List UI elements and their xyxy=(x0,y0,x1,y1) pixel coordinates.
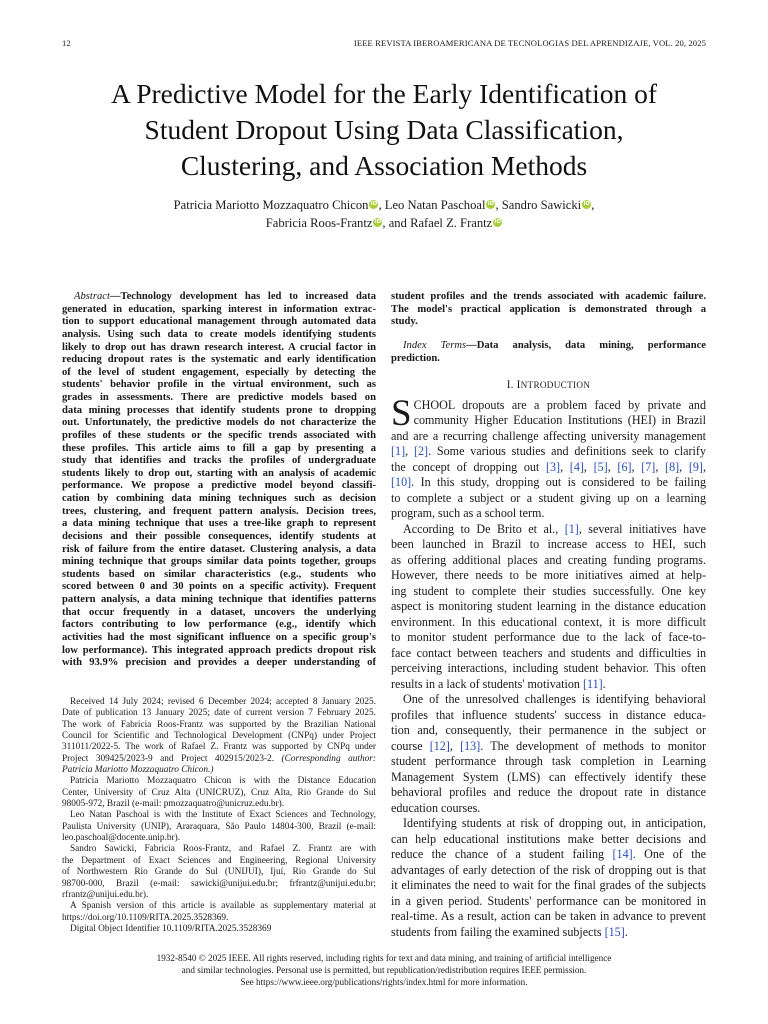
citation-link[interactable]: [12] xyxy=(429,738,450,753)
abstract-text: Technology development has led to increased data xyxy=(120,291,376,302)
received-text: Project 309425/2023-9 and Project 402915/2023-2. xyxy=(62,753,282,764)
text-fragment: the concept of dropping out xyxy=(391,459,546,474)
text-fragment: course xyxy=(391,738,430,753)
text-line xyxy=(391,925,706,941)
abstract-line: likely to drop out has drawn research interest. A crucial factor in xyxy=(62,341,376,353)
abstract-line: trees, clustering, and frequent pattern analysis. Decision trees, xyxy=(62,505,376,517)
abstract-line: pattern analysis, a data mining technique that identifies patterns xyxy=(62,594,376,605)
text-fragment: students from failing the examined subjects xyxy=(391,924,605,939)
text-line xyxy=(391,444,706,460)
citation-separator: , xyxy=(607,459,618,474)
text-line: the Department of Exact Sciences and Engineering, Regional University xyxy=(62,855,376,866)
intro-paragraph-3 xyxy=(391,692,706,816)
abstract-line: students' behavior profile in the virtual environment, such as xyxy=(62,379,376,391)
orcid-icon[interactable]: iD xyxy=(583,201,590,207)
citation-separator: , xyxy=(679,459,689,474)
abstract-tail xyxy=(391,291,706,329)
citation-link[interactable]: [1] xyxy=(391,444,406,459)
abstract-line: cation by combining data mining techniques such as decision xyxy=(62,493,376,504)
abstract-line: out. Unfortunately, the predictive models do not characterize the xyxy=(62,417,376,429)
index-terms-line xyxy=(391,340,706,353)
citation-group xyxy=(546,460,706,474)
text-line: of Northwestern Rio Grande do Sul (UNIJUÍ), Ijuí, Rio Grande do Sul xyxy=(62,867,376,878)
citation-separator: , xyxy=(702,459,706,474)
text-fragment: . The development of methods to monitor xyxy=(480,738,706,753)
text-line: Center, University of Cruz Alta (UNICRUZ), Cruz Alta, Rio Grande do Sul xyxy=(62,787,376,798)
abstract-line: factors contributing to low performance (e.g., identify which xyxy=(62,619,376,631)
paragraph-lines xyxy=(391,863,706,925)
citation-link[interactable]: [4] xyxy=(569,459,584,474)
abstract-body xyxy=(62,304,376,670)
abstract-line: profiles of these students or the specific trends associated with xyxy=(62,429,376,441)
text-line: Leo Natan Paschoal is with the Institute of Exact Sciences and Technology, xyxy=(70,810,376,821)
text-line xyxy=(391,475,706,491)
author-name: Fabricia Roos-Frantz xyxy=(265,216,373,230)
author-separator: , and xyxy=(382,216,411,230)
citation-link[interactable]: [7] xyxy=(641,459,656,474)
text-line: tion and, consequently, their permanence in the subject or xyxy=(391,723,706,738)
dropcap: S xyxy=(391,392,412,434)
text-fragment: , xyxy=(449,738,461,753)
text-fragment: . xyxy=(624,924,628,939)
text-line: CHOOL dropouts are a problem faced by private and xyxy=(413,397,706,412)
text-line: as offering additional places and creating funding programs. xyxy=(391,552,706,567)
index-terms xyxy=(391,340,706,365)
abstract-line: The model's practical application is demonstrated through a xyxy=(391,303,706,315)
abstract-line: grades in assessments. There are predictive models based on xyxy=(62,392,376,403)
orcid-icon[interactable]: iD xyxy=(374,219,382,225)
copyright-line: 1932-8540 © 2025 IEEE. All rights reserved, including rights for text and data mining, and training of artificial intelligence xyxy=(156,953,612,963)
abstract-line xyxy=(62,291,376,304)
citation-link[interactable]: [9] xyxy=(688,459,703,474)
citation-link[interactable]: [8] xyxy=(665,459,680,474)
citation-link[interactable]: [15] xyxy=(604,924,625,939)
text-line: advantages of early detection of the risk of dropping out is that xyxy=(391,862,706,877)
text-line xyxy=(391,677,706,693)
text-line: been launched in Brazil to increase access to HEI, such xyxy=(391,537,706,552)
index-terms-line: prediction. xyxy=(391,352,440,364)
copyright-line: and similar technologies. Personal use is permitted, but republication/redistribution requires IEEE permission. xyxy=(181,965,587,975)
citation-link[interactable]: [6] xyxy=(617,459,632,474)
citation-link[interactable]: [14] xyxy=(612,847,633,862)
abstract-line: student profiles and the trends associated with academic failure. xyxy=(391,291,706,302)
orcid-icon[interactable]: iD xyxy=(494,219,501,225)
abstract xyxy=(62,291,376,670)
abstract-line: data mining processes that identify students prone to dropping xyxy=(62,404,376,416)
abstract-line: with 93.9% precision and provides a deeper understanding of xyxy=(62,657,376,669)
text-line: real-time. As a result, action can be taken in advance to prevent xyxy=(391,909,706,924)
section-title: NTRODUCTION xyxy=(520,380,591,391)
text-fragment: According to De Brito et al., xyxy=(403,521,565,536)
text-line xyxy=(391,739,706,755)
orcid-icon[interactable]: iD xyxy=(370,201,378,207)
text-line xyxy=(391,847,706,863)
text-line: to monitor student performance due to the lack of face-to- xyxy=(391,630,706,645)
citation-link[interactable]: [13] xyxy=(460,738,481,753)
text-fragment: results in a lack of students' motivation xyxy=(391,676,583,691)
abstract-line: generated in education, sparking interest in information extrac- xyxy=(62,303,376,315)
index-terms-label: Index Terms xyxy=(403,339,467,351)
abstract-line: low performance). This integrated approach predicts dropout risk xyxy=(62,644,376,656)
abstract-label: Abstract xyxy=(74,291,110,302)
text-line: 98005-972, Brazil (e-mail: pmozzaquatro@unicruz.edu.br). xyxy=(62,799,285,810)
text-line: https://doi.org/10.1109/RITA.2025.3528369. xyxy=(62,912,229,923)
citation-link[interactable]: [5] xyxy=(593,459,608,474)
text-line xyxy=(391,522,706,538)
abstract-line: performance. We propose a predictive model beyond classifi- xyxy=(62,480,376,492)
citation-separator: , xyxy=(560,459,570,474)
text-line: Management System (LMS) can effectively identify these xyxy=(391,769,706,784)
text-line: to complete a subject or a student giving up on a learning xyxy=(391,490,706,505)
author-line xyxy=(60,196,708,214)
author-separator: , xyxy=(495,198,502,212)
author-list xyxy=(60,196,708,232)
citation-link[interactable]: [10] xyxy=(391,475,412,490)
received-line xyxy=(62,754,376,765)
index-terms-text: Data analysis, data mining, performance xyxy=(476,339,706,351)
abstract-line: decisions and their possible consequences, identify students at xyxy=(62,530,376,542)
abstract-line: tion to support educational management through automated data xyxy=(62,316,376,328)
intro-paragraph-2 xyxy=(391,522,706,693)
text-line: 311011/2022-5. The work of Rafael Z. Frantz was supported by CNPq under xyxy=(62,742,376,753)
index-terms-dash: — xyxy=(466,339,477,351)
copyright-line: See https://www.ieee.org/publications/rights/index.html for more information. xyxy=(240,977,528,987)
abstract-line: mining technique that groups similar data points together, groups xyxy=(62,556,376,568)
abstract-line: of the level of student engagement, especially by detecting the xyxy=(62,366,376,378)
text-line: can help educational institutions make better decisions and xyxy=(391,831,706,846)
text-line: environment. In this educational context, it is more difficult xyxy=(391,614,706,629)
text-line: education courses. xyxy=(391,800,481,815)
abstract-line: study that identifies and tracks the profiles of undergraduate xyxy=(62,455,376,467)
text-line: leo.paschoal@docente.unip.br). xyxy=(62,833,181,844)
text-fragment: . Some various studies and definitions seek to clarify xyxy=(428,444,706,459)
abstract-line: students likely to drop out, starting with an analysis of academic xyxy=(62,467,376,479)
paragraph-lines xyxy=(391,692,706,739)
abstract-dash: — xyxy=(109,291,121,302)
text-line: profiles that influence students' success in distance educa- xyxy=(391,707,706,722)
text-line: Date of publication 13 January 2025; date of current version 7 February 2025. xyxy=(62,708,376,719)
text-line xyxy=(391,460,706,476)
abstract-line: these profiles. This article aims to fill a gap by presenting a xyxy=(62,442,376,454)
citation-link[interactable]: [1] xyxy=(564,521,579,536)
text-line: behavioral profiles and reduce the dropout rate in distance xyxy=(391,785,706,800)
text-line: and are a recurring challenge affecting university management xyxy=(391,428,706,443)
author-line xyxy=(60,214,708,232)
corresponding-author: Patricia Mariotto Mozzaquatro Chicon.) xyxy=(62,765,214,776)
text-line: Sandro Sawicki, Fabricia Roos-Frantz, and Rafael Z. Frantz are with xyxy=(70,844,376,855)
citation-link[interactable]: [3] xyxy=(545,459,561,474)
text-line: face contact between teachers and students and difficulties in xyxy=(391,645,706,660)
title-line: Student Dropout Using Data Classification, xyxy=(144,114,624,145)
affiliation-3 xyxy=(62,844,376,901)
text-fragment: . xyxy=(602,676,606,691)
affiliation-2 xyxy=(62,810,376,844)
abstract-line: risk of failure from the entire dataset. Clustering analysis, a data xyxy=(62,543,376,555)
text-line: aspect is monitoring student learning in the distance education xyxy=(391,599,706,614)
text-line: One of the unresolved challenges is identifying behavioral xyxy=(403,692,706,707)
received-note xyxy=(62,697,376,754)
citation-link[interactable]: [11] xyxy=(582,676,603,691)
citation-separator: , xyxy=(631,459,642,474)
section-heading xyxy=(391,379,706,392)
title-line: A Predictive Model for the Early Identification of xyxy=(110,78,657,109)
text-line: The work of Fabricia Roos-Frantz was supported by the Brazilian National xyxy=(62,719,376,730)
title-line: Clustering, and Association Methods xyxy=(180,150,588,181)
citation-separator: , xyxy=(583,459,594,474)
author-name: Rafael Z. Frantz xyxy=(410,216,493,230)
text-line: 98700-000, Brazil (e-mail: sawicki@unijui.edu.br; frfrantz@unijui.edu.br; xyxy=(62,878,376,889)
text-fragment: . One of the xyxy=(632,847,706,862)
citation-link[interactable]: [2] xyxy=(413,444,429,459)
author-name: Patricia Mariotto Mozzaquatro Chicon xyxy=(173,198,369,212)
text-line: community Higher Education Institutions (HEI) in Brazil xyxy=(413,413,706,428)
doi-line: Digital Object Identifier 10.1109/RITA.2025.3528369 xyxy=(70,923,272,934)
text-line: Received 14 July 2024; revised 6 December 2024; accepted 8 January 2025. xyxy=(70,697,376,707)
section-number: I. xyxy=(506,379,517,392)
abstract-line: scored between 0 and 30 points on a specific activity). Frequent xyxy=(62,581,376,593)
text-line: student performance through task completion in Learning xyxy=(391,754,706,769)
section-title-initial: I xyxy=(516,379,521,392)
text-line: Paulista University (UNIP), Araraquara, São Paulo 14804-300, Brazil (e-mail: xyxy=(62,821,376,832)
journal-header: IEEE REVISTA IBEROAMERICANA DE TECNOLOGIAS DEL APRENDIZAJE, VOL. 20, 2025 xyxy=(353,38,706,48)
orcid-icon[interactable]: iD xyxy=(487,201,495,207)
paragraph-lines xyxy=(391,754,706,816)
citation-separator: , xyxy=(655,459,666,474)
author-name: Leo Natan Paschoal xyxy=(384,198,486,212)
author-separator: , xyxy=(591,198,595,212)
intro-paragraph-1 xyxy=(391,392,706,522)
author-name: Sandro Sawicki xyxy=(501,198,582,212)
abstract-line: students based on similar characteristics (e.g., students who xyxy=(62,568,376,580)
text-line: Council for Scientific and Technological Development (CNPq) under Project xyxy=(62,731,376,742)
paper-title xyxy=(40,76,728,184)
spanish-version-note xyxy=(62,901,376,924)
copyright-notice xyxy=(62,952,706,988)
text-line: A Spanish version of this article is available as supplementary material at xyxy=(70,901,376,912)
corresponding-label: (Corresponding author: xyxy=(281,753,376,764)
abstract-line: that occur frequently in a dataset, uncovers the underlying xyxy=(62,606,376,618)
text-line: ing student to complete their studies successfully. One key xyxy=(391,583,706,598)
text-line: Patricia Mariotto Mozzaquatro Chicon is with the Distance Education xyxy=(70,776,376,787)
right-column xyxy=(391,291,706,940)
footnotes xyxy=(62,697,376,935)
text-line: Identifying students at risk of dropping out, in anticipation, xyxy=(403,816,706,831)
text-line: in a given period. Students' performance can be monitored in xyxy=(391,893,706,908)
author-separator: , xyxy=(378,198,385,212)
paragraph-lines xyxy=(391,537,706,677)
text-fragment: , xyxy=(405,444,414,459)
text-line: it eliminates the need to wait for the final grades of the subjects xyxy=(391,878,706,893)
text-fragment: , several initiatives have xyxy=(578,521,706,536)
abstract-line: reducing dropout rates is the systematic and early identification xyxy=(62,354,376,366)
abstract-line: activities had the most significant influence on a specific group's xyxy=(62,631,376,643)
affiliation-1 xyxy=(62,776,376,810)
text-fragment: reduce the chance of a student failing xyxy=(391,847,613,862)
abstract-line: study. xyxy=(391,316,418,328)
intro-paragraph-4 xyxy=(391,816,706,940)
text-fragment: . In this study, dropping out is considered to be failing xyxy=(411,475,706,490)
text-line: However, there needs to be more initiatives aimed at help- xyxy=(391,568,706,583)
text-line: perceiving interactions, including student behavior. This often xyxy=(391,661,706,676)
text-line: program, such as a school term. xyxy=(391,506,545,521)
page-number: 12 xyxy=(62,38,71,48)
abstract-line: analysis. Using such data to create models identifying students xyxy=(62,328,376,340)
text-line: rfrantz@unijui.edu.br). xyxy=(62,889,149,900)
abstract-line: a data mining technique that uses a tree-like graph to represent xyxy=(62,518,376,530)
